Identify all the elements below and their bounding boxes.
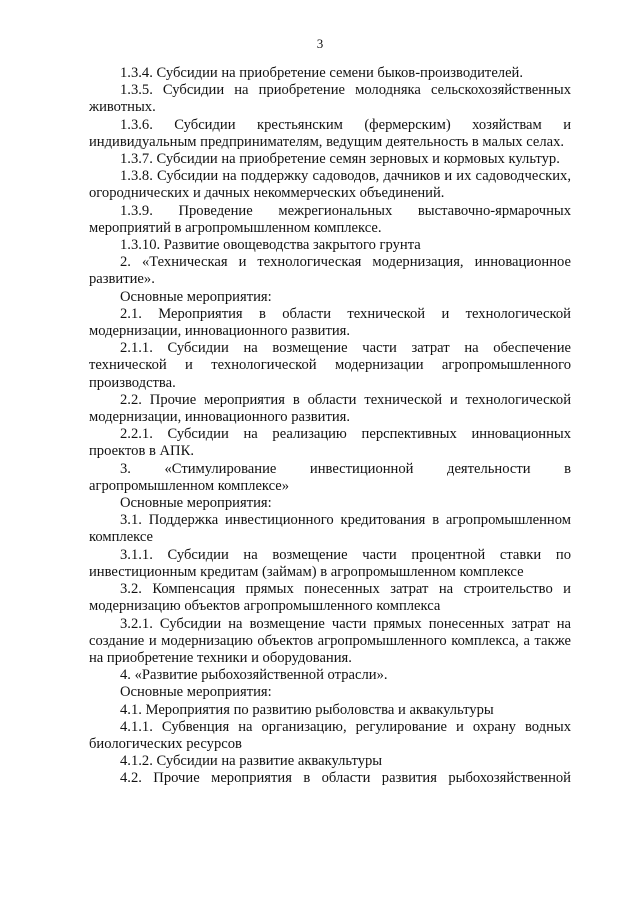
main-activities-label: Основные мероприятия: [120,288,272,305]
section-3-heading: 3. «Стимулирование инвестиционной деятельности в агропромышленном комплексе» [89,460,571,494]
paragraph-2-1: 2.1. Мероприятия в области технической и технологической модернизации, инновационного развития. [89,305,571,340]
paragraph-4-1-2: 4.1.2. Субсидии на развитие аквакультуры [120,753,383,770]
document-body [89,65,571,788]
paragraph-1-3-6: 1.3.6. Субсидии крестьянским (фермерским) хозяйствам и индивидуальным предпринимателям, ведущим деятельность в малых селах. [89,116,571,150]
paragraph-3-2: 3.2. Компенсация прямых понесенных затрат на строительство и модернизацию объектов агропромышленного комплекса [89,581,571,615]
paragraph-4-2: 4.2. Прочие мероприятия в области развития рыбохозяйственной [120,770,571,787]
section-4-heading: 4. «Развитие рыбохозяйственной отрасли». [120,667,388,684]
main-activities-label: Основные мероприятия: [120,495,272,512]
page-number: 3 [316,36,324,51]
paragraph-1-3-4: 1.3.4. Субсидии на приобретение семени быков-производителей. [120,65,524,81]
paragraph-4-1-1: 4.1.1. Субвенция на организацию, регулирование и охрану водных биологических ресурсов [89,718,571,752]
paragraph-4-1: 4.1. Мероприятия по развитию рыболовства и аквакультуры [120,701,494,718]
main-activities-label: Основные мероприятия: [120,684,272,701]
paragraph-1-3-9: 1.3.9. Проведение межрегиональных выставочно-ярмарочных мероприятий в агропромышленном комплексе. [89,202,571,236]
paragraph-2-2-1: 2.2.1. Субсидии на реализацию перспективных инновационных проектов в АПК. [89,426,571,460]
paragraph-2-1-1: 2.1.1. Субсидии на возмещение части затрат на обеспечение технической и технологической модернизации агропромышленного производства. [89,340,571,391]
section-2-heading: 2. «Техническая и технологическая модернизация, инновационное развитие». [89,254,571,288]
paragraph-1-3-5: 1.3.5. Субсидии на приобретение молодняка сельскохозяйственных животных. [89,82,571,116]
paragraph-2-2: 2.2. Прочие мероприятия в области технической и технологической модернизации, инновационного развития. [89,391,571,426]
paragraph-1-3-7: 1.3.7. Субсидии на приобретение семян зерновых и кормовых культур. [120,151,560,168]
paragraph-1-3-10: 1.3.10. Развитие овощеводства закрытого грунта [120,237,421,254]
paragraph-3-1-1: 3.1.1. Субсидии на возмещение части процентной ставки по инвестиционным кредитам (займам) в агропромышленном комплексе [89,546,571,580]
paragraph-1-3-8: 1.3.8. Субсидии на поддержку садоводов, дачников и их садоводческих, огороднических и дачных некоммерческих объединений. [89,168,571,202]
paragraph-3-1: 3.1. Поддержка инвестиционного кредитования в агропромышленном комплексе [89,512,571,546]
paragraph-3-2-1: 3.2.1. Субсидии на возмещение части прямых понесенных затрат на создание и модернизацию объектов агропромышленного комплекса, а также на приобретение техники и оборудования. [89,615,571,666]
